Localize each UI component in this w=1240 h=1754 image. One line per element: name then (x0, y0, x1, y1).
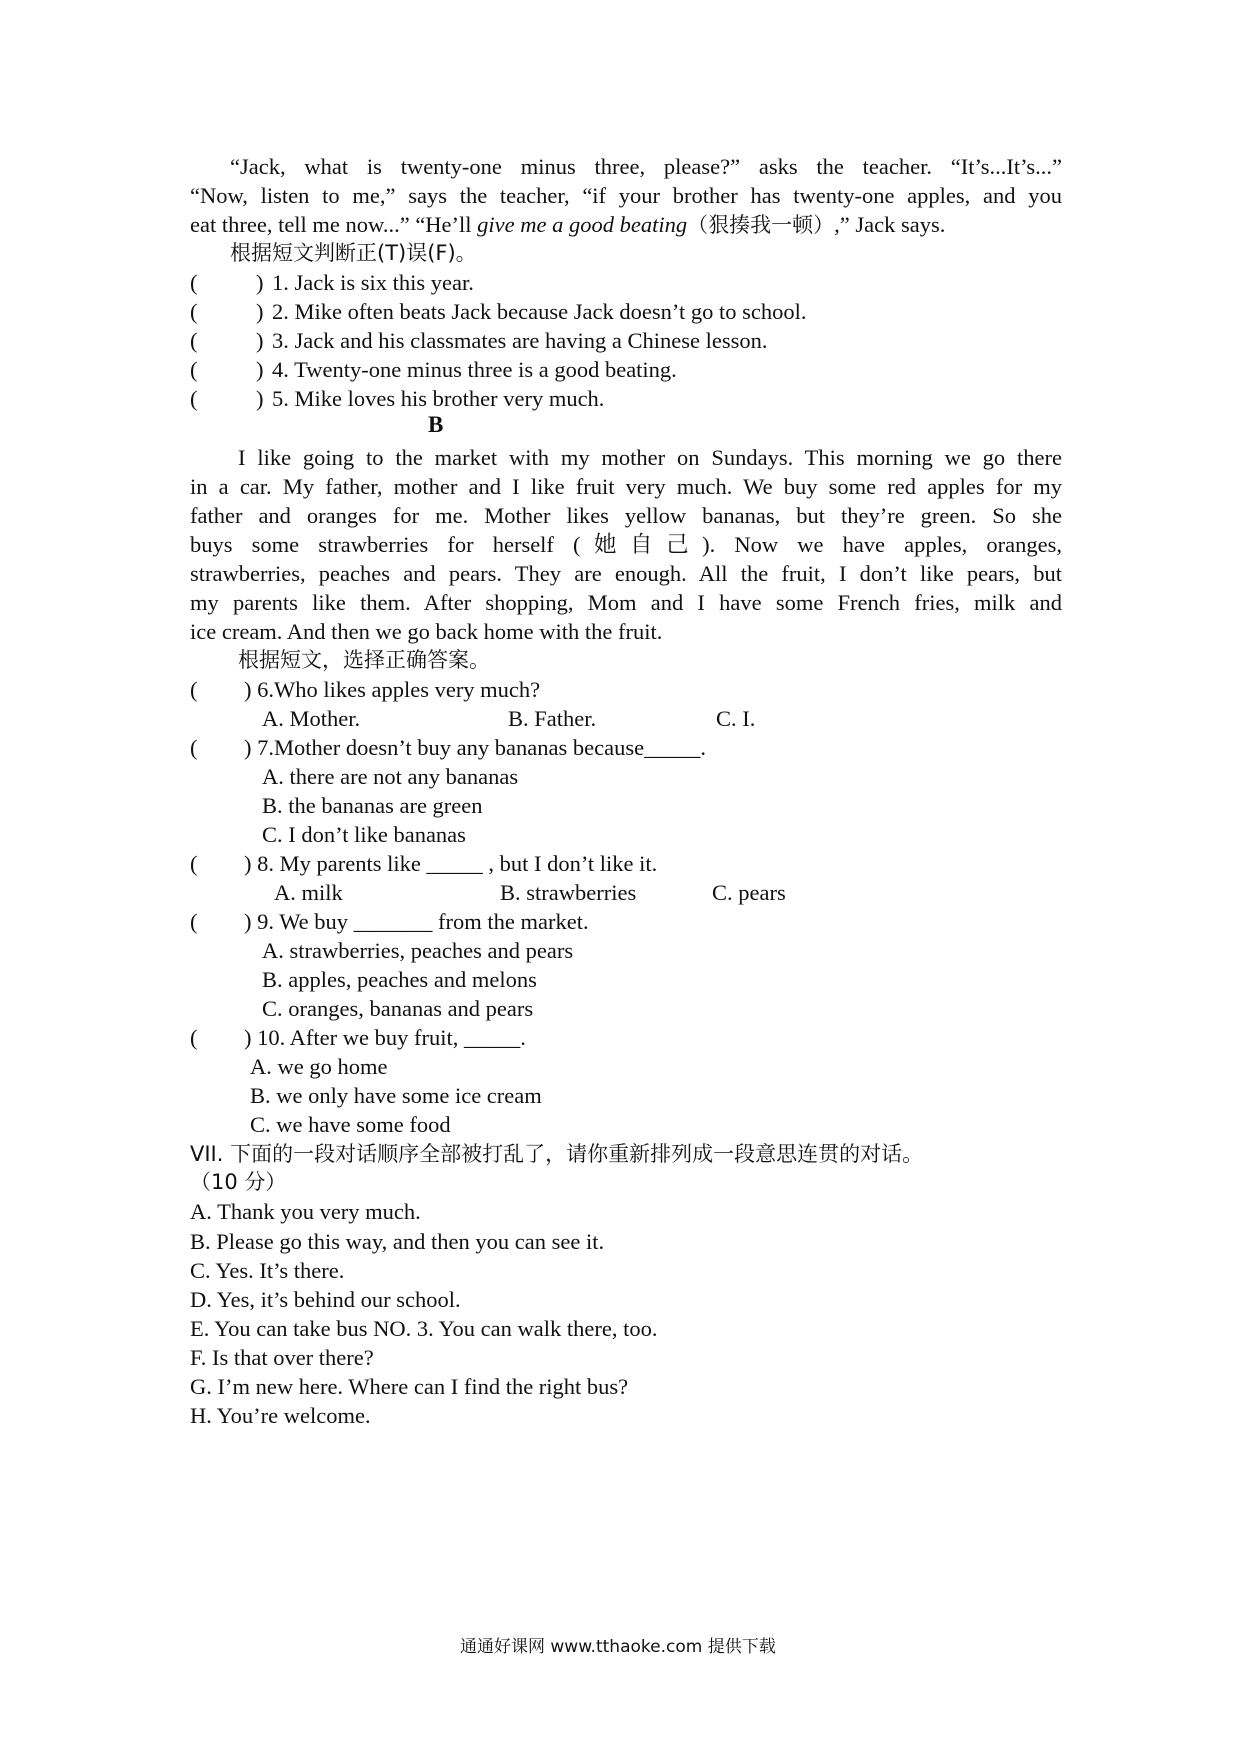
answer-blank-q9[interactable]: ( (190, 909, 198, 934)
answer-blank-q8[interactable]: ( (190, 851, 198, 876)
answer-blank-close: ) (256, 299, 264, 324)
question-9-text: ) 9. We buy _______ from the market. (244, 909, 589, 934)
answer-blank-open[interactable]: ( (190, 386, 198, 411)
q10-option-b[interactable]: B. we only have some ice cream (250, 1083, 542, 1108)
q7-option-b[interactable]: B. the bananas are green (262, 793, 483, 818)
passage-b-line-1: I like going to the market with my mother on Sundays. This morning we go there (238, 445, 1062, 470)
question-7-text: ) 7.Mother doesn’t buy any bananas because_____. (244, 735, 706, 760)
passage-a-line-3-start: eat three, tell me now...” “He’ll (190, 212, 478, 237)
answer-blank-close: ) (256, 386, 264, 411)
passage-a-line-3-end: ,” Jack says. (834, 212, 946, 237)
question-text: 4. Twenty-one minus three is a good beating. (272, 357, 677, 382)
passage-b-line-6: my parents like them. After shopping, Mom and I have some French fries, milk and (190, 590, 1062, 615)
page-footer: 通通好课网 www.tthaoke.com 提供下载 (460, 1637, 776, 1657)
passage-a-instruction: 根据短文判断正(T)误(F)。 (230, 241, 477, 265)
answer-blank-close: ) (256, 328, 264, 353)
dialogue-item-a: A. Thank you very much. (190, 1199, 421, 1224)
q8-option-c[interactable]: C. pears (712, 880, 786, 905)
q6-option-a[interactable]: A. Mother. (262, 706, 361, 731)
answer-blank-open[interactable]: ( (190, 299, 198, 324)
dialogue-item-b: B. Please go this way, and then you can see it. (190, 1229, 605, 1254)
q9-option-c[interactable]: C. oranges, bananas and pears (262, 996, 534, 1021)
q9-option-b[interactable]: B. apples, peaches and melons (262, 967, 537, 992)
dialogue-item-h: H. You’re welcome. (190, 1403, 371, 1428)
q6-option-c[interactable]: C. I. (716, 706, 756, 731)
dialogue-item-d: D. Yes, it’s behind our school. (190, 1287, 461, 1312)
q7-option-a[interactable]: A. there are not any bananas (262, 764, 519, 789)
q8-option-a[interactable]: A. milk (274, 880, 343, 905)
answer-blank-open[interactable]: ( (190, 328, 198, 353)
question-text: 5. Mike loves his brother very much. (272, 386, 605, 411)
question-6-text: ) 6.Who likes apples very much? (244, 677, 541, 702)
dialogue-item-f: F. Is that over there? (190, 1345, 374, 1370)
section-vii-title-text: VII. 下面的一段对话顺序全部被打乱了，请你重新排列成一段意思连贯的对话。 (190, 1142, 924, 1166)
question-text: 1. Jack is six this year. (272, 270, 474, 295)
q8-option-b[interactable]: B. strawberries (500, 880, 637, 905)
question-8-text: ) 8. My parents like _____ , but I don’t like it. (244, 851, 658, 876)
passage-b-line-3: father and oranges for me. Mother likes yellow bananas, but they’re green. So she (190, 503, 1062, 528)
passage-a-line-3-italic: give me a good beating (477, 212, 688, 237)
q6-option-b[interactable]: B. Father. (508, 706, 597, 731)
answer-blank-q6[interactable]: ( (190, 677, 198, 702)
answer-blank-q7[interactable]: ( (190, 735, 198, 760)
q10-option-c[interactable]: C. we have some food (250, 1112, 451, 1137)
passage-b-line-4: buys some strawberries for herself (她自己). Now we have apples, oranges, (190, 532, 1062, 557)
dialogue-item-c: C. Yes. It’s there. (190, 1258, 345, 1283)
passage-a-line-3-cn: （狠揍我一顿） (687, 213, 835, 237)
answer-blank-q10[interactable]: ( (190, 1025, 198, 1050)
answer-blank-open[interactable]: ( (190, 270, 198, 295)
passage-b-line-5: strawberries, peaches and pears. They are enough. All the fruit, I don’t like pears, but (190, 561, 1062, 586)
passage-b-line-7: ice cream. And then we go back home with the fruit. (190, 619, 663, 644)
passage-a-line-1: “Jack, what is twenty-one minus three, please?” asks the teacher. “It’s...It’s...” (230, 154, 1062, 179)
q10-option-a[interactable]: A. we go home (250, 1054, 388, 1079)
passage-b-line-2: in a car. My father, mother and I like fruit very much. We buy some red apples for my (190, 474, 1062, 499)
passage-a-line-2: “Now, listen to me,” says the teacher, “if your brother has twenty-one apples, and you (190, 183, 1062, 208)
question-10-text: ) 10. After we buy fruit, _____. (244, 1025, 526, 1050)
dialogue-item-e: E. You can take bus NO. 3. You can walk there, too. (190, 1316, 658, 1341)
q9-option-a[interactable]: A. strawberries, peaches and pears (262, 938, 574, 963)
passage-b-instruction: 根据短文，选择正确答案。 (238, 648, 490, 672)
question-text: 3. Jack and his classmates are having a Chinese lesson. (272, 328, 768, 353)
q7-option-c[interactable]: C. I don’t like bananas (262, 822, 466, 847)
answer-blank-close: ) (256, 270, 264, 295)
passage-b-heading: B (428, 412, 444, 437)
answer-blank-open[interactable]: ( (190, 357, 198, 382)
dialogue-item-g: G. I’m new here. Where can I find the right bus? (190, 1374, 629, 1399)
question-text: 2. Mike often beats Jack because Jack doesn’t go to school. (272, 299, 807, 324)
answer-blank-close: ) (256, 357, 264, 382)
section-vii-score: （10 分） (190, 1170, 287, 1194)
